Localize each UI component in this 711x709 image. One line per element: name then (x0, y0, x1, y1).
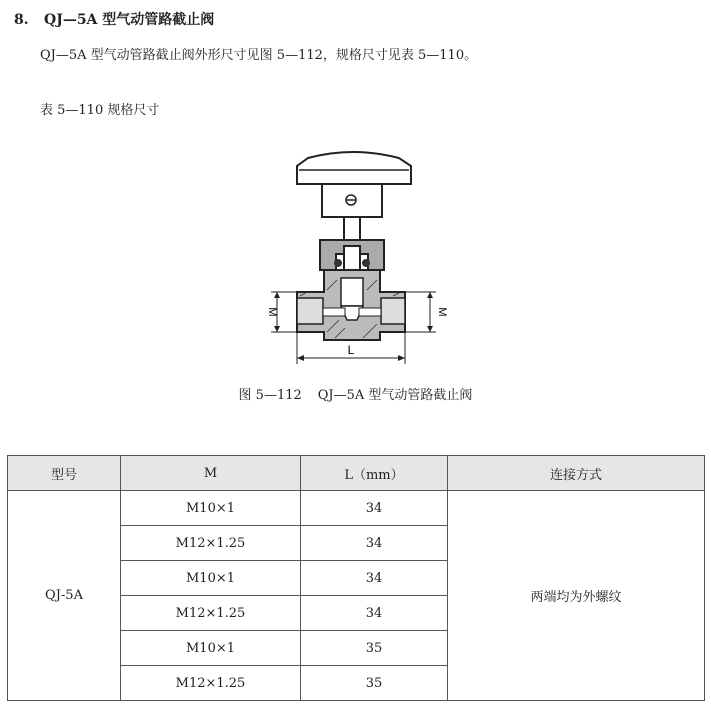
m-cell: M12×1.25 (121, 526, 301, 561)
left-port (297, 298, 323, 324)
l-cell: 34 (301, 491, 448, 526)
m-cell: M10×1 (121, 491, 301, 526)
figure-caption-title: QJ—5A 型气动管路截止阀 (317, 388, 473, 403)
section-number: 8. (14, 12, 29, 28)
l-cell: 35 (301, 666, 448, 701)
label-l: L (347, 343, 355, 357)
m-cell: M10×1 (121, 631, 301, 666)
m-cell: M12×1.25 (121, 596, 301, 631)
handwheel-knob (297, 152, 411, 184)
header-m: M (121, 456, 301, 491)
model-cell: QJ-5A (8, 491, 121, 701)
spec-table (7, 455, 705, 701)
intro-paragraph: QJ—5A 型气动管路截止阀外形尺寸见图 5—112，规格尺寸见表 5—110。 (40, 48, 478, 63)
header-l: L（mm） (301, 456, 448, 491)
figure-caption-number: 图 5—112 (238, 388, 302, 403)
label-m-right: M (436, 307, 448, 317)
table-caption: 表 5—110 规格尺寸 (40, 103, 160, 118)
connection-cell: 两端均为外螺纹 (448, 491, 705, 701)
right-port (381, 298, 405, 324)
l-cell: 34 (301, 596, 448, 631)
valve-drawing (205, 132, 500, 372)
l-cell: 34 (301, 526, 448, 561)
l-cell: 35 (301, 631, 448, 666)
section-heading (14, 9, 214, 29)
m-cell: M12×1.25 (121, 666, 301, 701)
table-header-row (8, 456, 705, 491)
m-cell: M10×1 (121, 561, 301, 596)
figure-caption (0, 384, 711, 403)
seat-bore (341, 278, 363, 306)
valve-drawing-svg (205, 132, 500, 372)
l-cell: 34 (301, 561, 448, 596)
header-model: 型号 (8, 456, 121, 491)
table-row (8, 491, 705, 526)
section-title: QJ—5A 型气动管路截止阀 (44, 12, 215, 28)
label-m-left: M (266, 307, 278, 317)
header-connection: 连接方式 (448, 456, 705, 491)
